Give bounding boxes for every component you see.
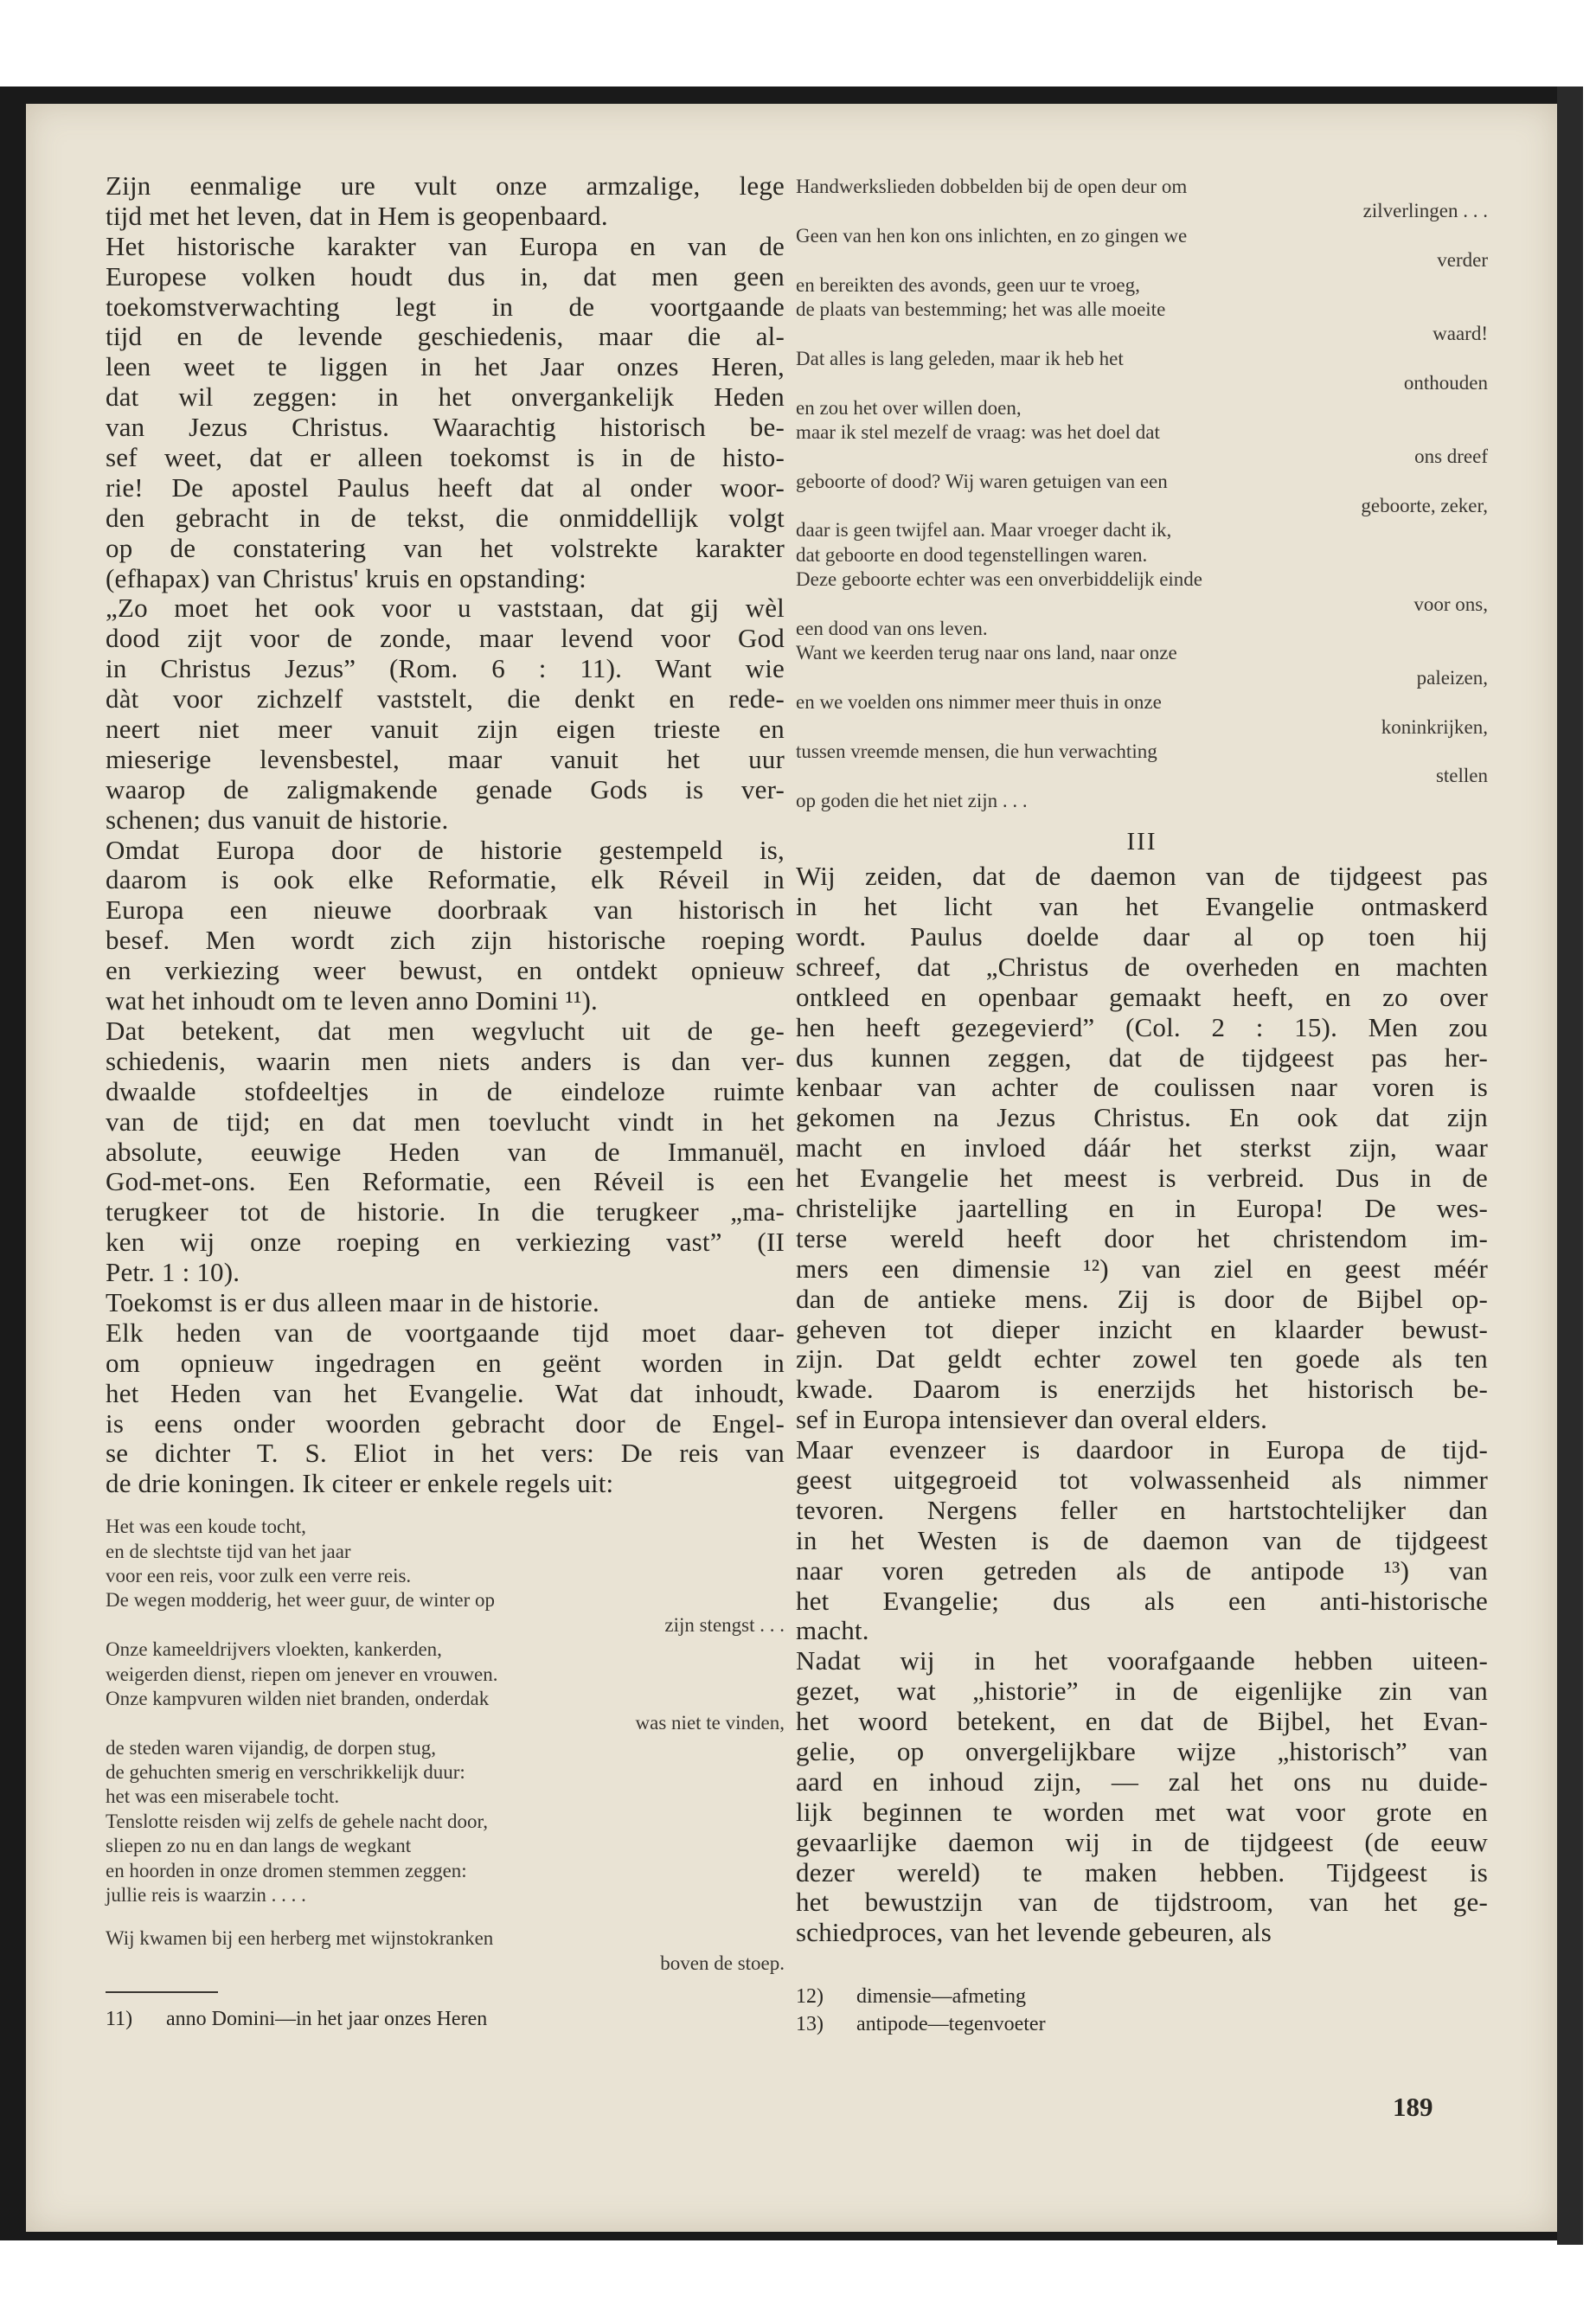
poem-line: en bereikten des avonds, geen uur te vroeg, xyxy=(796,273,1140,296)
text-line: in het Westen is de daemon van de tijdgeest xyxy=(796,1524,1488,1555)
book-page xyxy=(26,104,1557,2232)
text-line: dat wil zeggen: in het onvergankelijk Heden xyxy=(106,381,785,413)
poem-line: Wij kwamen bij een herberg met wijnstokranken xyxy=(106,1927,494,1950)
section-heading: III xyxy=(1126,828,1157,856)
text-line: wat het inhoudt om te leven anno Domini ¹¹). xyxy=(106,985,598,1016)
poem-line: Het was een koude tocht, xyxy=(106,1516,306,1538)
text-line: sef weet, dat er alleen toekomst is in de histo- xyxy=(106,442,785,473)
text-line: dwaalde stofdeeltjes in de eindeloze ruimte xyxy=(106,1075,785,1106)
text-line: om opnieuw ingedragen en geënt worden in xyxy=(106,1347,785,1378)
right-column xyxy=(796,171,1488,2038)
text-line: zijn. Dat geldt echter zowel ten goede als ten xyxy=(796,1343,1488,1375)
text-line: Omdat Europa door de historie gestempeld is, xyxy=(106,834,785,865)
text-line: mieserige levensbestel, maar vanuit het uur xyxy=(106,743,785,774)
poem-line: de plaats van bestemming; het was alle moeite xyxy=(796,298,1166,320)
text-line: Zijn eenmalige ure vult onze armzalige, lege xyxy=(106,170,785,201)
footnote-13 xyxy=(796,2010,1488,2038)
poem-line: de steden waren vijandig, de dorpen stug, xyxy=(106,1736,436,1759)
text-line: het woord betekent, en dat de Bijbel, het Evan- xyxy=(796,1706,1488,1737)
text-line: hen heeft gezegevierd” (Col. 2 : 15). Men zou xyxy=(796,1011,1488,1042)
text-line: mers een dimensie ¹²) van ziel en geest méér xyxy=(796,1253,1488,1284)
text-line: Het historische karakter van Europa en van de xyxy=(106,230,785,261)
text-line: in het licht van het Evangelie ontmaskerd xyxy=(796,891,1488,922)
footnote-text: antipode—tegenvoeter xyxy=(856,2013,1046,2036)
poem-line: Dat alles is lang geleden, maar ik heb het xyxy=(796,347,1124,369)
text-line: lijk beginnen te worden met wat voor grote en xyxy=(796,1796,1488,1827)
poem-line: daar is geen twijfel aan. Maar vroeger dacht ik, xyxy=(796,519,1172,542)
text-line: christelijke jaartelling en in Europa! De wes- xyxy=(796,1192,1488,1223)
text-line: waarop de zaligmakende genade Gods is ver- xyxy=(106,773,785,804)
text-line: schreef, dat „Christus de overheden en machten xyxy=(796,951,1488,982)
text-line: kenbaar van achter de coulissen naar voren is xyxy=(796,1072,1488,1103)
text-line: het Evangelie het meest is verbreid. Dus in de xyxy=(796,1163,1488,1194)
text-line: het Evangelie; dus als een anti-historische xyxy=(796,1585,1488,1616)
right-body-text xyxy=(796,862,1488,1948)
poem-line: was niet te vinden, xyxy=(635,1712,785,1734)
text-line: schenen; dus vanuit de historie. xyxy=(106,804,449,835)
text-line: tijd met het leven, dat in Hem is geopenbaard. xyxy=(106,200,608,231)
poem-line: Onze kameeldrijvers vloekten, kankerden, xyxy=(106,1638,442,1661)
text-line: de drie koningen. Ik citeer er enkele regels uit: xyxy=(106,1468,614,1499)
text-line: Nadat wij in het voorafgaande hebben uiteen- xyxy=(796,1645,1488,1676)
text-line: gezet, wat „historie” in de eigenlijke zin van xyxy=(796,1676,1488,1707)
footnote-12 xyxy=(796,1983,1488,2010)
text-line: Toekomst is er dus alleen maar in de historie. xyxy=(106,1286,599,1317)
left-poem-quote xyxy=(106,1515,785,1907)
footnote-text: anno Domini—in het jaar onzes Heren xyxy=(166,2008,488,2031)
poem-line: stellen xyxy=(1435,765,1488,787)
footnote-number: 13) xyxy=(796,2013,824,2036)
footnote-number: 12) xyxy=(796,1985,824,2009)
poem-line: maar ik stel mezelf de vraag: was het doel dat xyxy=(796,420,1160,443)
text-line: schiedproces, van het levende gebeuren, als xyxy=(796,1917,1272,1948)
poem-line: Want we keerden terug naar ons land, naar onze xyxy=(796,642,1177,664)
text-line: dan de antieke mens. Zij is door de Bijbel op- xyxy=(796,1283,1488,1314)
text-line: dàt voor zichzelf vaststelt, die denkt en rede- xyxy=(106,683,785,715)
text-line: macht. xyxy=(796,1615,869,1646)
text-line: toekomstverwachting legt in de voortgaande xyxy=(106,291,785,322)
poem-line: Geen van hen kon ons inlichten, en zo gingen we xyxy=(796,224,1188,247)
poem-line: jullie reis is waarzin . . . . xyxy=(106,1884,306,1907)
book-binding-edge xyxy=(1557,87,1583,2245)
poem-line: dat geboorte en dood tegenstellingen waren. xyxy=(796,543,1148,566)
text-line: in Christus Jezus” (Rom. 6 : 11). Want wie xyxy=(106,653,785,684)
text-line: gevaarlijke daemon wij in de tijdgeest (de eeuw xyxy=(796,1826,1488,1857)
text-line: daarom is ook elke Reformatie, elk Réveil in xyxy=(106,864,785,895)
text-line: absolute, eeuwige Heden van de Immanuël, xyxy=(106,1136,785,1167)
text-line: geheven tot dieper inzicht en klaarder bewust- xyxy=(796,1313,1488,1344)
poem-line: waard! xyxy=(1433,323,1488,345)
poem-line: boven de stoep. xyxy=(660,1952,785,1974)
text-line: besef. Men wordt zich zijn historische roeping xyxy=(106,925,785,956)
text-line: macht en invloed dáár het sterkst zijn, waar xyxy=(796,1132,1488,1163)
poem-line: Tenslotte reisden wij zelfs de gehele nacht door, xyxy=(106,1810,488,1832)
poem-line: op goden die het niet zijn . . . xyxy=(796,789,1028,811)
right-poem-quote xyxy=(796,175,1488,813)
text-line: Maar evenzeer is daardoor in Europa de tijd- xyxy=(796,1434,1488,1465)
poem-line: het was een miserabele tocht. xyxy=(106,1785,340,1808)
footnote-number: 11) xyxy=(106,2008,133,2031)
text-line: van de tijd; en dat men toevlucht vindt in het xyxy=(106,1106,785,1137)
poem-line: voor ons, xyxy=(1413,593,1488,615)
text-line: rie! De apostel Paulus heeft dat al onder woor- xyxy=(106,471,785,503)
poem-line: een dood van ons leven. xyxy=(796,618,988,640)
poem-line: weigerden dienst, riepen om jenever en vrouwen. xyxy=(106,1663,498,1685)
text-line: en verkiezing weer bewust, en ontdekt opnieuw xyxy=(106,955,785,986)
text-line: „Zo moet het ook voor u vaststaan, dat gij wèl xyxy=(106,593,785,624)
text-line: schiedenis, waarin men niets anders is dan ver- xyxy=(106,1045,785,1076)
text-line: Petr. 1 : 10). xyxy=(106,1257,240,1288)
text-line: Europese volken houdt dus in, dat men geen xyxy=(106,260,785,292)
poem-line: en zou het over willen doen, xyxy=(796,396,1022,419)
poem-line: voor een reis, voor zulk een verre reis. xyxy=(106,1564,412,1586)
text-line: se dichter T. S. Eliot in het vers: De reis van xyxy=(106,1438,785,1469)
footnote-text: dimensie—afmeting xyxy=(856,1985,1026,2009)
poem-line: sliepen zo nu en dan langs de wegkant xyxy=(106,1835,412,1857)
text-line: tevoren. Nergens feller en hartstochtelijker dan xyxy=(796,1494,1488,1525)
poem-line: koninkrijken, xyxy=(1381,715,1488,738)
left-poem-quote-end xyxy=(106,1926,785,1976)
poem-line: verder xyxy=(1437,249,1488,272)
text-line: wordt. Paulus doelde daar al op toen hij xyxy=(796,920,1488,952)
poem-line: paleizen, xyxy=(1416,666,1488,689)
text-line: Dat betekent, dat men wegvlucht uit de ge- xyxy=(106,1015,785,1046)
text-line: naar voren getreden als de antipode ¹³) van xyxy=(796,1554,1488,1586)
text-line: ontkleed en openbaar gemaakt heeft, en zo over xyxy=(796,981,1488,1012)
poem-line: ons dreef xyxy=(1414,445,1488,468)
text-line: leen weet te liggen in het Jaar onzes Heren, xyxy=(106,351,785,382)
text-line: dus kunnen zeggen, dat de tijdgeest pas her- xyxy=(796,1042,1488,1073)
text-line: gekomen na Jezus Christus. En ook dat zijn xyxy=(796,1102,1488,1133)
poem-line: en de slechtste tijd van het jaar xyxy=(106,1540,351,1562)
page-number: 189 xyxy=(1393,2092,1433,2122)
text-line: God-met-ons. Een Reformatie, een Réveil is een xyxy=(106,1166,785,1197)
text-line: terse wereld heeft door het christendom im- xyxy=(796,1222,1488,1253)
text-line: dood zijt voor de zonde, maar levend voor God xyxy=(106,623,785,654)
text-line: op de constatering van het volstrekte karakter xyxy=(106,532,785,563)
text-line: geest uitgegroeid tot volwassenheid als nimmer xyxy=(796,1464,1488,1495)
text-line: tijd en de levende geschiedenis, maar die al- xyxy=(106,321,785,352)
poem-line: geboorte, zeker, xyxy=(1361,495,1488,517)
poem-line: Onze kampvuren wilden niet branden, onderdak xyxy=(106,1687,490,1709)
text-line: neert niet meer vanuit zijn eigen trieste en xyxy=(106,714,785,745)
text-line: (efhapax) van Christus' kruis en opstanding: xyxy=(106,562,586,593)
left-column xyxy=(106,171,785,2033)
text-line: dezer wereld) te maken hebben. Tijdgeest is xyxy=(796,1856,1488,1888)
poem-line: De wegen modderig, het weer guur, de winter op xyxy=(106,1589,495,1612)
poem-line: en hoorden in onze dromen stemmen zeggen: xyxy=(106,1859,467,1881)
poem-line: zijn stengst . . . xyxy=(664,1613,785,1636)
text-line: Elk heden van de voortgaande tijd moet daar- xyxy=(106,1317,785,1348)
text-line: den gebracht in de tekst, die onmiddellijk volgt xyxy=(106,502,785,533)
text-line: ken wij onze roeping en verkiezing vast” (II xyxy=(106,1227,785,1258)
poem-line: geboorte of dood? Wij waren getuigen van een xyxy=(796,470,1168,492)
poem-line: zilverlingen . . . xyxy=(1362,200,1488,222)
text-line: is eens onder woorden gebracht door de Engel- xyxy=(106,1407,785,1439)
text-line: kwade. Daarom is enerzijds het historisch be- xyxy=(796,1374,1488,1405)
text-line: het bewustzijn van de tijdstroom, van het ge- xyxy=(796,1887,1488,1918)
text-line: Europa een nieuwe doorbraak van historisch xyxy=(106,894,785,926)
poem-line: en we voelden ons nimmer meer thuis in onze xyxy=(796,691,1162,714)
poem-line: onthouden xyxy=(1403,372,1488,394)
text-line: Wij zeiden, dat de daemon van de tijdgeest pas xyxy=(796,861,1488,892)
poem-line: tussen vreemde mensen, die hun verwachting xyxy=(796,740,1157,762)
footnote-rule xyxy=(106,1991,218,1993)
text-line: van Jezus Christus. Waarachtig historisch be- xyxy=(106,412,785,443)
text-line: gelie, op onvergelijkbare wijze „historisch” van xyxy=(796,1735,1488,1766)
poem-line: de gehuchten smerig en verschrikkelijk duur: xyxy=(106,1761,465,1784)
left-body-text xyxy=(106,171,785,1499)
text-line: aard en inhoud zijn, — zal het ons nu duide- xyxy=(796,1766,1488,1797)
footnote-11 xyxy=(106,2005,785,2033)
right-footnotes xyxy=(796,1983,1488,2038)
poem-line: Handwerkslieden dobbelden bij de open deur om xyxy=(796,176,1188,197)
text-line: het Heden van het Evangelie. Wat dat inhoudt, xyxy=(106,1377,785,1408)
poem-line: Deze geboorte echter was een onverbiddelijk einde xyxy=(796,568,1203,591)
text-line: terugkeer tot de historie. In die terugkeer „ma- xyxy=(106,1196,785,1227)
text-line: sef in Europa intensiever dan overal elders. xyxy=(796,1404,1268,1435)
